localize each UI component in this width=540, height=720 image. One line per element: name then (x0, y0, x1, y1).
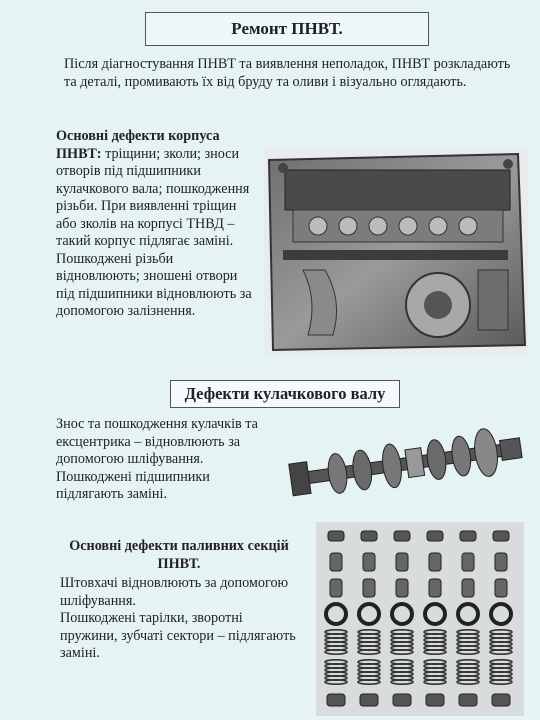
part-spring (424, 630, 446, 654)
fuel-sections-heading: Основні дефекти паливних секцій ПНВТ. (69, 538, 289, 572)
part-cyl (330, 553, 342, 571)
camshaft-heading-text: Дефекти кулачкового валу (184, 384, 386, 403)
page-title (145, 12, 429, 46)
part-cyl (495, 579, 507, 597)
part-spring (391, 630, 413, 654)
body-defects-paragraph (56, 128, 256, 321)
part-cyl (363, 579, 375, 597)
part-cyl (495, 553, 507, 571)
part-cap (460, 531, 476, 541)
part-cap (328, 531, 344, 541)
part-cyl (429, 579, 441, 597)
part-cap (493, 531, 509, 541)
camshaft-heading (170, 380, 400, 408)
part-cup (393, 694, 411, 706)
part-spring (325, 630, 347, 654)
part-spring (358, 660, 380, 684)
part-cap (394, 531, 410, 541)
part-cup (459, 694, 477, 706)
fuel-sections-paragraph (60, 575, 300, 663)
part-spring (457, 630, 479, 654)
body-defects-text: тріщини; зколи; зноси отворів під підшипники кулачкового вала; пошкодження різьби. При виявленні тріщин або зколів на корпусі ТНВД – такий корпус підлягає заміні. Пошкоджені різьби відновлюють; зношені отвори під підшипники відновлюють за допомогою залізнення. (56, 145, 252, 319)
part-cup (426, 694, 444, 706)
part-cup (492, 694, 510, 706)
fuel-sections-text-2: Пошкоджені тарілки, зворотні пружини, зубчаті сектори – підлягають заміні. (60, 610, 296, 661)
part-cyl (462, 579, 474, 597)
part-cyl (462, 553, 474, 571)
fuel-section-parts-photo (316, 522, 524, 716)
part-spring (391, 660, 413, 684)
part-cyl (429, 553, 441, 571)
fuel-sections-text-1: Штовхачі відновлюють за допомогою шліфування. (60, 575, 289, 609)
part-cap (427, 531, 443, 541)
part-spring (490, 660, 512, 684)
part-cyl (396, 553, 408, 571)
pump-housing-photo (263, 150, 528, 355)
camshaft-paragraph: Знос та пошкодження кулачків та ексцентрика – відновлюють за допомогою шліфування. Пошкоджені підшипники підлягають заміні. (56, 416, 258, 502)
part-spring (358, 630, 380, 654)
intro-paragraph: Після діагностування ПНВТ та виявлення неполадок, ПНВТ розкладають та деталі, промивають їх від бруду та оливи і візуально оглядають. (64, 56, 511, 90)
part-cyl (330, 579, 342, 597)
part-cup (327, 694, 345, 706)
part-cyl (363, 553, 375, 571)
part-spring (424, 660, 446, 684)
part-spring (490, 630, 512, 654)
part-spring (457, 660, 479, 684)
part-cup (360, 694, 378, 706)
part-spring (325, 660, 347, 684)
part-cyl (396, 579, 408, 597)
camshaft-photo (282, 410, 528, 520)
body-defects-heading: Основні дефекти корпуса ПНВТ: (56, 128, 220, 162)
page-title-text: Ремонт ПНВТ. (231, 19, 343, 38)
part-cap (361, 531, 377, 541)
